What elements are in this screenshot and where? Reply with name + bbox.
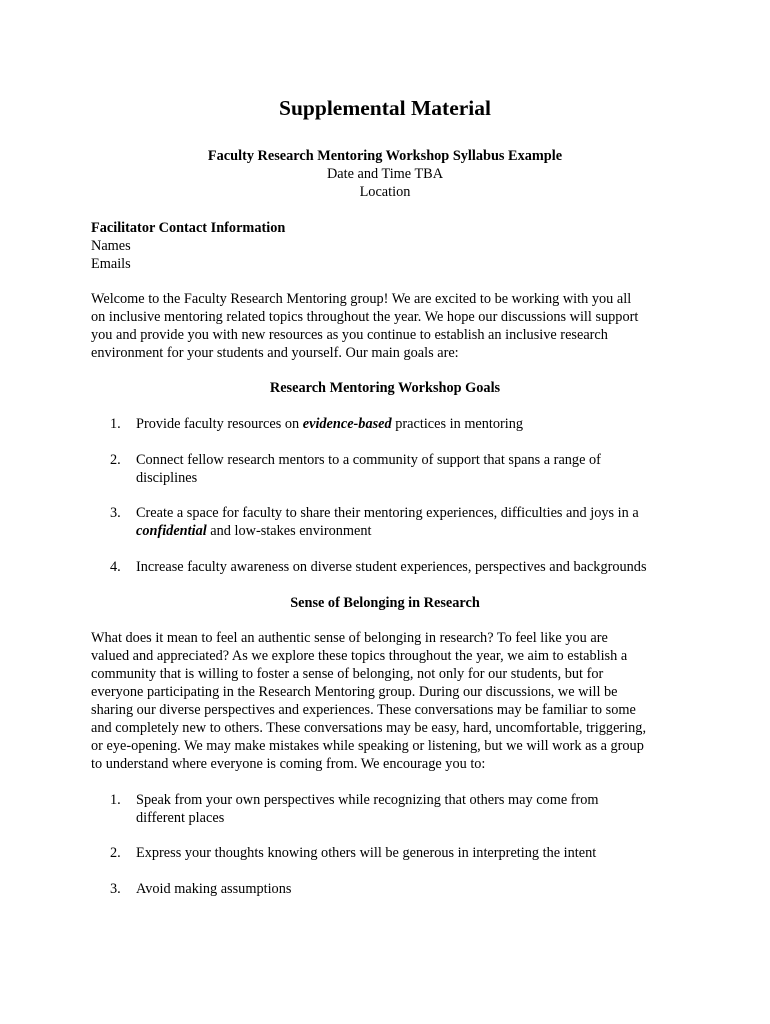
encourage-text: Avoid making assumptions [136,881,292,897]
location-text: Location [359,184,411,200]
date-time-text: Date and Time TBA [326,166,444,182]
belonging-line: sharing our diverse perspectives and experiences. These conversations may be familiar to some [91,702,636,718]
emphasis-text: confidential [136,523,207,539]
goals-heading: Research Mentoring Workshop Goals [269,380,501,396]
emphasis-text: evidence-based [302,416,392,432]
syllabus-subtitle: Faculty Research Mentoring Workshop Syllabus Example [207,148,563,164]
belonging-line: to understand where everyone is coming from. We encourage you to: [91,756,486,772]
belonging-line: What does it mean to feel an authentic sense of belonging in research? To feel like you are [91,630,608,646]
welcome-line: Welcome to the Faculty Research Mentoring group! We are excited to be working with you all [91,291,632,307]
welcome-line: on inclusive mentoring related topics throughout the year. We hope our discussions will support [91,309,639,325]
welcome-line: you and provide you with new resources as you continue to establish an inclusive research [91,327,608,343]
facilitator-names: Names [91,238,131,254]
belonging-line: or eye-opening. We may make mistakes while speaking or listening, but we will work as a group [91,738,644,754]
goal-number: 3. [110,505,121,521]
belonging-line: valued and appreciated? As we explore these topics throughout the year, we aim to establish a [91,648,628,664]
belonging-line: and completely new to others. These conversations may be easy, hard, uncomfortable, triggering, [91,720,647,736]
belonging-heading: Sense of Belonging in Research [290,595,480,611]
welcome-line: environment for your students and yourself. Our main goals are: [91,345,459,361]
goal-number: 1. [110,416,121,432]
welcome-paragraph [91,290,691,362]
goal-text: Increase faculty awareness on diverse student experiences, perspectives and backgrounds [136,559,647,575]
goal-text: Create a space for faculty to share their mentoring experiences, difficulties and joys in a confidential and low-stakes environment [136,505,639,539]
encourage-text: Express your thoughts knowing others will be generous in interpreting the intent [136,845,597,861]
goal-number: 4. [110,559,121,575]
belonging-line: everyone participating in the Research Mentoring group. During our discussions, we will be [91,684,618,700]
goal-text: Provide faculty resources on evidence-based practices in mentoring [136,416,524,432]
page-title: Supplemental Material [279,96,491,120]
encourage-number: 2. [110,845,121,861]
facilitator-heading: Facilitator Contact Information [91,220,286,236]
belonging-line: community that is willing to foster a sense of belonging, not only for our students, but for [91,666,604,682]
belonging-paragraph [91,629,691,773]
goal-text: Connect fellow research mentors to a community of support that spans a range of disciplines [136,452,601,486]
encourage-text: Speak from your own perspectives while recognizing that others may come from different places [136,792,599,826]
encourage-number: 3. [110,881,121,897]
goal-number: 2. [110,452,121,468]
encourage-number: 1. [110,792,121,808]
facilitator-emails: Emails [91,256,131,272]
